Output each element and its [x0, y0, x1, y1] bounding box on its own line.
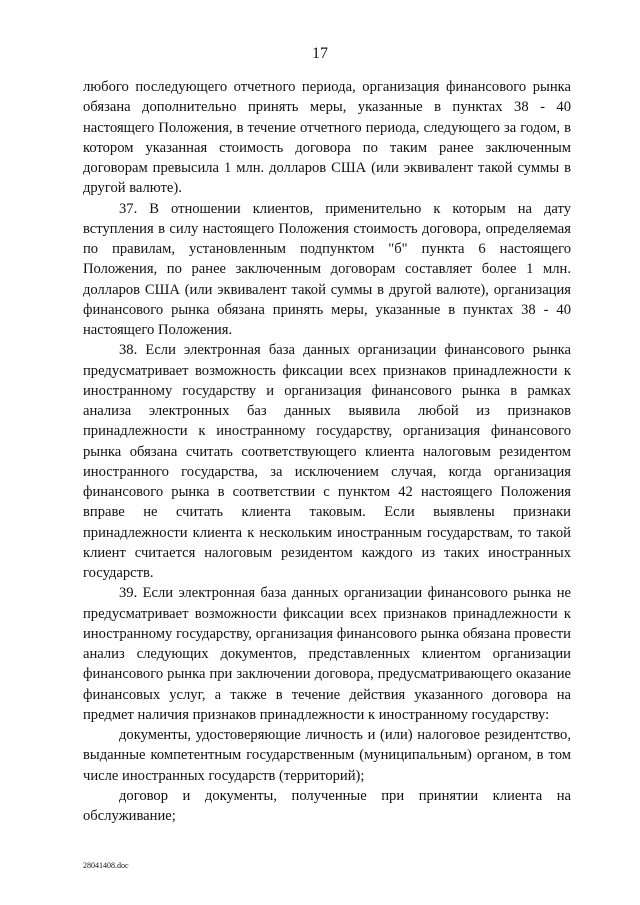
paragraph-39: 39. Если электронная база данных организации финансового рынка не предусматривает возможности фиксации всех признаков принадлежности к иностранному государству, организация финансового рынка обязана провести анализ следующих документов, представленных клиентом организации финансового рынка при заключении договора, предусматривающего оказание финансовых услуг, а также в течение действия указанного договора на предмет наличия признаков принадлежности к иностранному государству: [83, 585, 571, 723]
paragraph-38: 38. Если электронная база данных организации финансового рынка предусматривает возможность фиксации всех признаков принадлежности к иностранному государству и организация финансового рынка в рамках анализа электронных баз данных выявила любой из признаков принадлежности к иностранному государству, организация финансового рынка обязана считать соответствующего клиента налоговым резидентом иностранного государства, за исключением случая, когда организация финансового рынка в соответствии с пунктом 42 настоящего Положения вправе не считать клиента таковым. Если выявлены признаки принадлежности клиента к нескольким иностранным государствам, то такой клиент считается налоговым резидентом каждого из таких иностранных государств. [83, 342, 571, 581]
paragraph-continuation: любого последующего отчетного периода, организация финансового рынка обязана дополнительно принять меры, указанные в пунктах 38 - 40 настоящего Положения, в течение отчетного периода, следующего за годом, в котором указанная стоимость договора по таким ранее заключенным договорам превысила 1 млн. долларов США (или эквивалент такой суммы в другой валюте). [83, 79, 571, 197]
footer-filename: 28041408.doc [83, 861, 129, 870]
list-item-identity-documents: документы, удостоверяющие личность и (или) налоговое резидентство, выданные компетентным государственным (муниципальным) органом, в том числе иностранных государств (территорий); [83, 727, 571, 784]
page-number: 17 [312, 45, 328, 62]
paragraph-37: 37. В отношении клиентов, применительно к которым на дату вступления в силу настоящего Положения стоимость договора, определяемая по правилам, установленным подпунктом "б" пункта 6 настоящего Положения, по ранее заключенным договорам составляет более 1 млн. долларов США (или эквивалент такой суммы в другой валюте), организация финансового рынка обязана принять меры, указанные в пунктах 38 - 40 настоящего Положения. [83, 200, 571, 338]
list-item-contract-documents: договор и документы, полученные при принятии клиента на обслуживание; [83, 787, 571, 824]
document-body [83, 77, 571, 826]
